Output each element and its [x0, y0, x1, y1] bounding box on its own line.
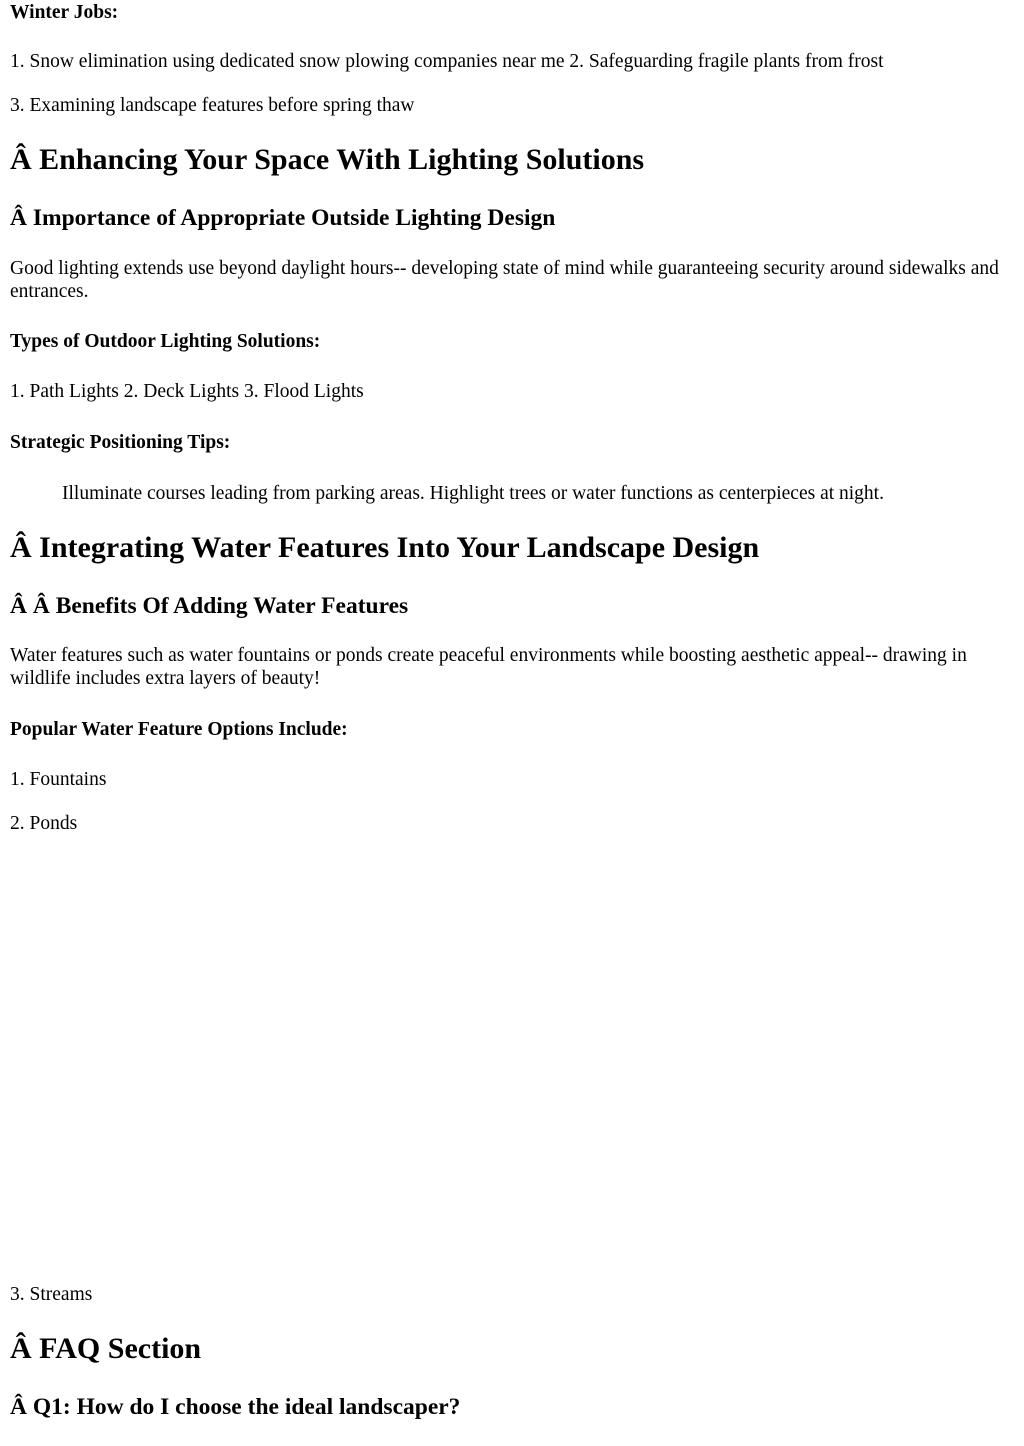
- water-options-heading: Popular Water Feature Options Include:: [10, 719, 348, 740]
- water-paragraph: Water features such as water fountains or ponds create peaceful environments while boosting aesthetic appeal-- drawing in wildlife includes extra layers of beauty!: [10, 645, 967, 689]
- lighting-section-heading: Â Enhancing Your Space With Lighting Solutions: [10, 143, 645, 176]
- winter-jobs-line-1: 1. Snow elimination using dedicated snow plowing companies near me 2. Safeguarding fragile plants from frost: [10, 51, 884, 72]
- water-benefits-heading: Â Â Benefits Of Adding Water Features: [10, 593, 409, 619]
- lighting-types-list: 1. Path Lights 2. Deck Lights 3. Flood Lights: [10, 381, 364, 402]
- positioning-tips-text: Illuminate courses leading from parking areas. Highlight trees or water functions as centerpieces at night.: [62, 483, 884, 504]
- water-section-heading: Â Integrating Water Features Into Your Landscape Design: [10, 531, 760, 564]
- winter-jobs-heading: Winter Jobs:: [10, 2, 119, 23]
- lighting-importance-heading: Â Importance of Appropriate Outside Lighting Design: [10, 205, 556, 231]
- lighting-types-heading: Types of Outdoor Lighting Solutions:: [10, 331, 321, 352]
- water-option-streams: 3. Streams: [10, 1284, 93, 1305]
- lighting-paragraph: Good lighting extends use beyond daylight hours-- developing state of mind while guaranteeing security around sidewalks and entrances.: [10, 258, 999, 302]
- winter-jobs-line-2: 3. Examining landscape features before spring thaw: [10, 95, 415, 116]
- positioning-tips-heading: Strategic Positioning Tips:: [10, 432, 231, 453]
- faq-question-1: Â Q1: How do I choose the ideal landscaper?: [10, 1394, 461, 1420]
- water-option-ponds: 2. Ponds: [10, 813, 78, 834]
- water-option-fountains: 1. Fountains: [10, 769, 107, 790]
- faq-section-heading: Â FAQ Section: [10, 1332, 202, 1365]
